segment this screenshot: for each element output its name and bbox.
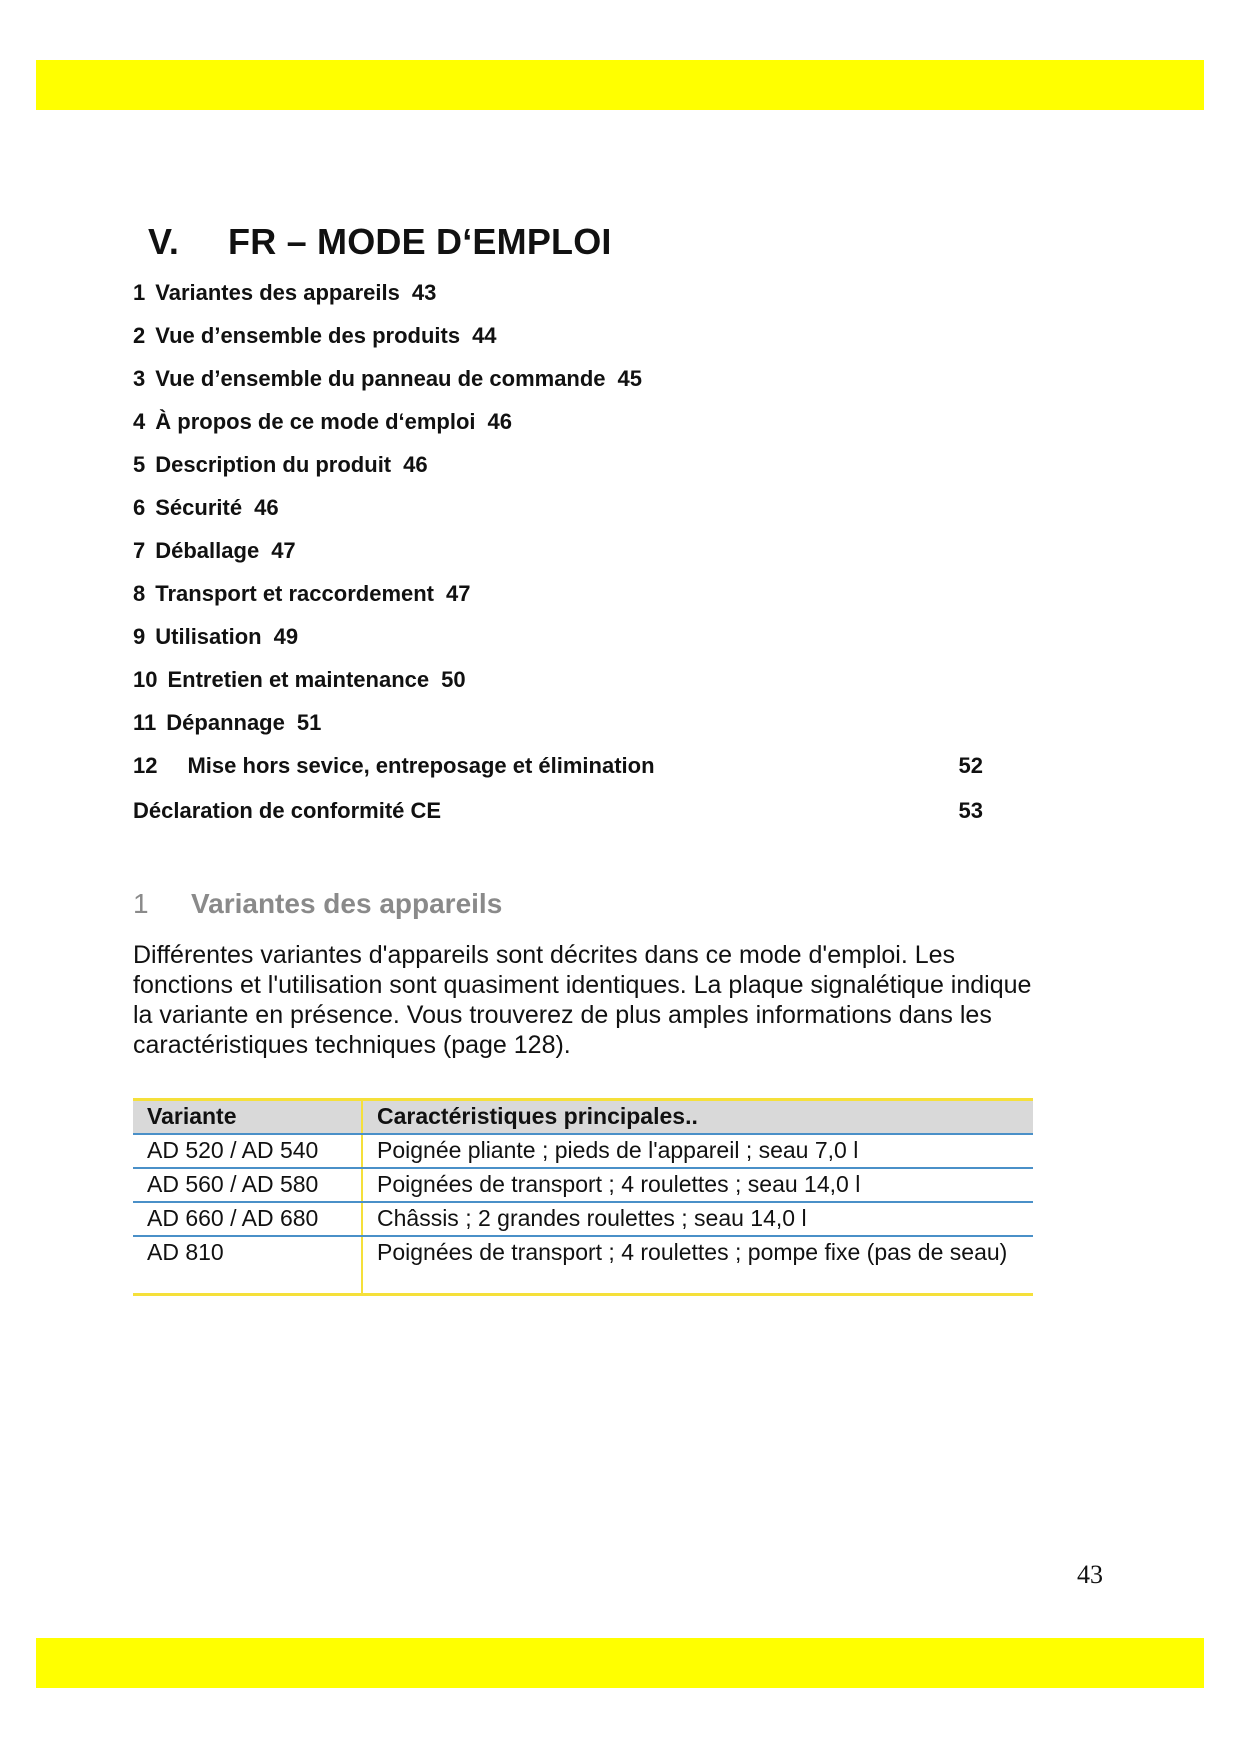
table-row <box>133 1134 1033 1168</box>
toc-item-page: 49 <box>273 624 299 649</box>
toc-item-label: Sécurité <box>155 495 243 520</box>
toc-item-11[interactable] <box>133 708 983 738</box>
toc-item-declaration[interactable] <box>133 796 983 826</box>
table-header-row <box>133 1100 1033 1135</box>
bottom-yellow-band <box>36 1638 1204 1688</box>
toc-item-10[interactable] <box>133 665 983 695</box>
top-yellow-band <box>36 60 1204 110</box>
toc-item-number: 12 <box>133 753 158 778</box>
toc-item-page: 47 <box>446 581 471 606</box>
toc-item-label: Déballage <box>155 538 260 563</box>
toc-item-page: 52 <box>958 753 983 778</box>
toc-item-label: Transport et raccordement <box>155 581 434 606</box>
table-cell-features: Poignée pliante ; pieds de l'appareil ; seau 7,0 l <box>362 1134 1033 1168</box>
page-number: 43 <box>1077 1560 1103 1589</box>
table-row <box>133 1168 1033 1202</box>
toc-item-number: 2 <box>133 323 146 348</box>
toc-item-number: 10 <box>133 667 158 692</box>
toc-item-number: 11 <box>133 710 157 735</box>
section-paragraph: Différentes variantes d'appareils sont décrites dans ce mode d'emploi. Les fonctions et l'utilisation sont quasiment identiques. La plaque signalétique indique la variante en présence. Vous trouverez de plus amples informations dans les caractéristiques techniques (page 128). <box>133 941 1032 1059</box>
toc-item-page: 45 <box>617 366 643 391</box>
toc-item-number: 1 <box>133 280 146 305</box>
table-row <box>133 1202 1033 1236</box>
toc-item-8[interactable] <box>133 579 983 609</box>
table-row <box>133 1236 1033 1295</box>
toc-item-number: 7 <box>133 538 146 563</box>
table-cell-features: Châssis ; 2 grandes roulettes ; seau 14,0 l <box>362 1202 1033 1236</box>
section-title: Variantes des appareils <box>191 888 503 919</box>
toc-item-9[interactable] <box>133 622 983 652</box>
toc-item-page: 51 <box>296 710 322 735</box>
toc-item-page: 44 <box>472 323 497 348</box>
toc-item-number: 8 <box>133 581 146 606</box>
toc-item-number: 9 <box>133 624 146 649</box>
heading-number: V. <box>148 221 180 262</box>
heading-title: FR – MODE D‘EMPLOI <box>228 221 612 262</box>
section-number: 1 <box>133 888 149 919</box>
toc-item-7[interactable] <box>133 536 983 566</box>
variants-table <box>133 1098 1033 1296</box>
toc-item-label: Mise hors sevice, entreposage et élimination <box>187 753 655 778</box>
table-cell-variant: AD 560 / AD 580 <box>133 1168 362 1202</box>
toc-item-label: Déclaration de conformité CE <box>133 798 442 823</box>
toc-item-page: 46 <box>403 452 428 477</box>
toc-item-label: Variantes des appareils <box>155 280 400 305</box>
toc-item-5[interactable] <box>133 450 983 480</box>
toc-item-1[interactable] <box>133 278 983 308</box>
column-header-variante: Variante <box>133 1100 362 1135</box>
toc-item-page: 43 <box>411 280 437 305</box>
table-cell-variant: AD 810 <box>133 1236 362 1295</box>
toc-item-number: 3 <box>133 366 146 391</box>
toc-item-page: 47 <box>271 538 296 563</box>
toc-item-label: Utilisation <box>155 624 262 649</box>
page-heading <box>148 221 612 263</box>
toc-item-2[interactable] <box>133 321 983 351</box>
toc-item-number: 6 <box>133 495 146 520</box>
toc-item-number: 4 <box>133 409 146 434</box>
toc-item-label: Entretien et maintenance <box>167 667 430 692</box>
toc-item-label: Vue d’ensemble des produits <box>155 323 461 348</box>
toc-item-page: 46 <box>487 409 513 434</box>
column-header-caracteristiques: Caractéristiques principales.. <box>362 1100 1033 1135</box>
toc-item-4[interactable] <box>133 407 983 437</box>
toc-item-12[interactable] <box>133 751 983 781</box>
toc-item-page: 46 <box>254 495 279 520</box>
toc-item-label: Dépannage <box>166 710 285 735</box>
toc-item-label: Description du produit <box>155 452 392 477</box>
toc-item-number: 5 <box>133 452 146 477</box>
toc-item-page: 50 <box>441 667 466 692</box>
section-heading <box>133 888 502 920</box>
toc-item-label: À propos de ce mode d‘emploi <box>155 409 476 434</box>
table-cell-features: Poignées de transport ; 4 roulettes ; seau 14,0 l <box>362 1168 1033 1202</box>
table-cell-variant: AD 520 / AD 540 <box>133 1134 362 1168</box>
toc-item-6[interactable] <box>133 493 983 523</box>
table-cell-features: Poignées de transport ; 4 roulettes ; pompe fixe (pas de seau) <box>362 1236 1033 1295</box>
toc-item-page: 53 <box>958 798 983 823</box>
toc-item-label: Vue d’ensemble du panneau de commande <box>155 366 606 391</box>
toc-item-3[interactable] <box>133 364 983 394</box>
table-cell-variant: AD 660 / AD 680 <box>133 1202 362 1236</box>
